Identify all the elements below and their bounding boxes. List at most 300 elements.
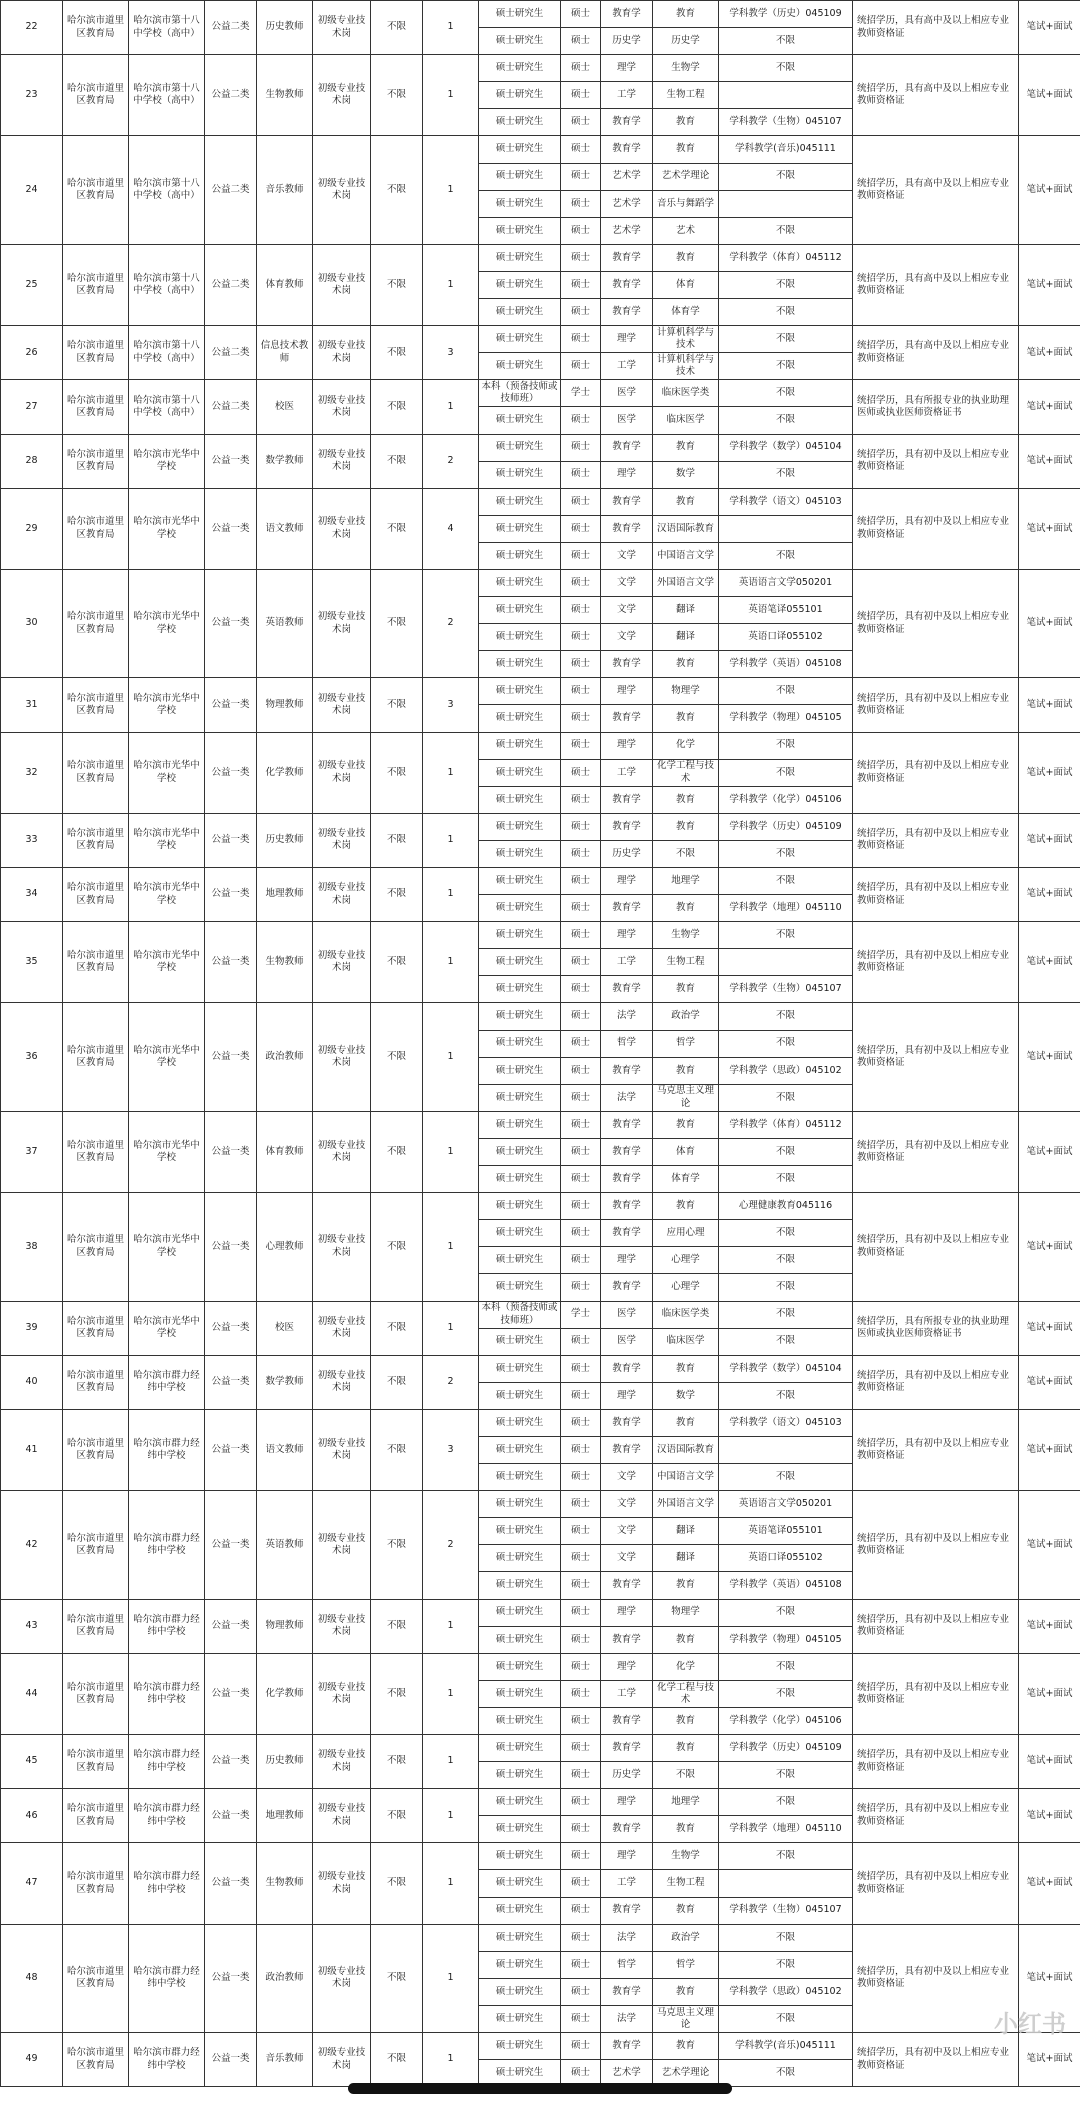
post-name: 物理教师 — [257, 1599, 313, 1653]
exam-method: 笔试+面试 — [1019, 136, 1080, 244]
education-level: 硕士研究生 — [479, 759, 561, 786]
other-requirements: 统招学历，具有初中及以上相应专业教师资格证 — [853, 1193, 1019, 1301]
major: 学科教学（地理）045110 — [719, 1816, 853, 1843]
education-level: 硕士研究生 — [479, 1003, 561, 1030]
discipline-category: 工学 — [601, 759, 653, 786]
degree: 硕士 — [561, 1816, 601, 1843]
education-level: 硕士研究生 — [479, 1545, 561, 1572]
age-limit: 不限 — [371, 434, 423, 488]
education-level: 硕士研究生 — [479, 976, 561, 1003]
department-name: 哈尔滨市道里区教育局 — [63, 244, 129, 325]
employer-name: 哈尔滨市群力经纬中学校 — [129, 1355, 205, 1409]
major: 不限 — [719, 461, 853, 488]
other-requirements: 统招学历，具有初中及以上相应专业教师资格证 — [853, 922, 1019, 1003]
other-requirements: 统招学历，具有初中及以上相应专业教师资格证 — [853, 732, 1019, 813]
unit-category: 公益二类 — [205, 380, 257, 434]
exam-method: 笔试+面试 — [1019, 244, 1080, 325]
discipline: 教育 — [653, 1978, 719, 2005]
discipline-category: 文学 — [601, 1518, 653, 1545]
exam-method: 笔试+面试 — [1019, 1409, 1080, 1490]
post-number: 27 — [1, 380, 63, 434]
discipline: 物理学 — [653, 1599, 719, 1626]
department-name: 哈尔滨市道里区教育局 — [63, 1, 129, 55]
discipline: 数学 — [653, 1382, 719, 1409]
education-level: 硕士研究生 — [479, 217, 561, 244]
degree: 学士 — [561, 380, 601, 407]
post-level: 初级专业技术岗 — [313, 244, 371, 325]
discipline: 教育 — [653, 895, 719, 922]
unit-category: 公益一类 — [205, 1003, 257, 1111]
degree: 硕士 — [561, 353, 601, 380]
hiring-count: 1 — [423, 1924, 479, 2032]
degree: 硕士 — [561, 1924, 601, 1951]
degree: 硕士 — [561, 1626, 601, 1653]
discipline-category: 理学 — [601, 922, 653, 949]
hiring-count: 1 — [423, 732, 479, 813]
post-name: 校医 — [257, 380, 313, 434]
discipline-category: 理学 — [601, 678, 653, 705]
discipline-category: 教育学 — [601, 1274, 653, 1301]
post-level: 初级专业技术岗 — [313, 136, 371, 244]
degree: 硕士 — [561, 651, 601, 678]
major: 学科教学（数学）045104 — [719, 434, 853, 461]
exam-method: 笔试+面试 — [1019, 1789, 1080, 1843]
age-limit: 不限 — [371, 1193, 423, 1301]
degree: 硕士 — [561, 1328, 601, 1355]
post-name: 体育教师 — [257, 244, 313, 325]
post-name: 体育教师 — [257, 1111, 313, 1192]
post-name: 英语教师 — [257, 1491, 313, 1599]
age-limit: 不限 — [371, 488, 423, 569]
discipline-category: 艺术学 — [601, 163, 653, 190]
education-level: 硕士研究生 — [479, 1247, 561, 1274]
education-level: 硕士研究生 — [479, 163, 561, 190]
degree: 硕士 — [561, 2060, 601, 2087]
discipline-category: 艺术学 — [601, 2060, 653, 2087]
table-row — [1, 1599, 1080, 1626]
table-row — [1, 1, 1080, 28]
discipline: 体育学 — [653, 1166, 719, 1193]
discipline: 地理学 — [653, 868, 719, 895]
discipline-category: 法学 — [601, 2005, 653, 2032]
degree: 硕士 — [561, 1735, 601, 1762]
education-level: 本科（预备技师或技师班） — [479, 1301, 561, 1328]
degree: 硕士 — [561, 299, 601, 326]
age-limit: 不限 — [371, 868, 423, 922]
education-level: 硕士研究生 — [479, 705, 561, 732]
department-name: 哈尔滨市道里区教育局 — [63, 1355, 129, 1409]
discipline-category: 教育学 — [601, 1436, 653, 1463]
major — [719, 949, 853, 976]
exam-method: 笔试+面试 — [1019, 569, 1080, 677]
other-requirements: 统招学历，具有高中及以上相应专业教师资格证 — [853, 326, 1019, 380]
education-level: 硕士研究生 — [479, 1274, 561, 1301]
discipline: 不限 — [653, 840, 719, 867]
unit-category: 公益二类 — [205, 326, 257, 380]
exam-method: 笔试+面试 — [1019, 488, 1080, 569]
exam-method: 笔试+面试 — [1019, 2033, 1080, 2087]
degree: 硕士 — [561, 1030, 601, 1057]
discipline-category: 工学 — [601, 353, 653, 380]
degree: 硕士 — [561, 1843, 601, 1870]
post-level: 初级专业技术岗 — [313, 434, 371, 488]
degree: 硕士 — [561, 1518, 601, 1545]
age-limit: 不限 — [371, 1301, 423, 1355]
department-name: 哈尔滨市道里区教育局 — [63, 1193, 129, 1301]
major: 不限 — [719, 1030, 853, 1057]
employer-name: 哈尔滨市第十八中学校（高中） — [129, 380, 205, 434]
education-level: 硕士研究生 — [479, 1084, 561, 1111]
degree: 硕士 — [561, 1193, 601, 1220]
employer-name: 哈尔滨市光华中学校 — [129, 569, 205, 677]
discipline: 教育 — [653, 976, 719, 1003]
department-name: 哈尔滨市道里区教育局 — [63, 1735, 129, 1789]
discipline: 教育 — [653, 136, 719, 163]
other-requirements: 统招学历，具有初中及以上相应专业教师资格证 — [853, 569, 1019, 677]
major: 学科教学（数学）045104 — [719, 1355, 853, 1382]
education-level: 硕士研究生 — [479, 1735, 561, 1762]
education-level: 硕士研究生 — [479, 407, 561, 434]
education-level: 硕士研究生 — [479, 1057, 561, 1084]
unit-category: 公益一类 — [205, 922, 257, 1003]
employer-name: 哈尔滨市群力经纬中学校 — [129, 1491, 205, 1599]
degree: 硕士 — [561, 1382, 601, 1409]
table-row — [1, 1843, 1080, 1870]
major: 不限 — [719, 1274, 853, 1301]
major: 不限 — [719, 55, 853, 82]
age-limit: 不限 — [371, 1599, 423, 1653]
post-number: 22 — [1, 1, 63, 55]
unit-category: 公益一类 — [205, 2033, 257, 2087]
post-number: 36 — [1, 1003, 63, 1111]
degree: 硕士 — [561, 407, 601, 434]
major — [719, 82, 853, 109]
major: 不限 — [719, 1599, 853, 1626]
employer-name: 哈尔滨市光华中学校 — [129, 1111, 205, 1192]
discipline: 艺术学理论 — [653, 163, 719, 190]
discipline-category: 教育学 — [601, 1, 653, 28]
discipline-category: 教育学 — [601, 2033, 653, 2060]
discipline-category: 工学 — [601, 82, 653, 109]
employer-name: 哈尔滨市第十八中学校（高中） — [129, 1, 205, 55]
post-number: 24 — [1, 136, 63, 244]
table-row — [1, 326, 1080, 353]
degree: 硕士 — [561, 2005, 601, 2032]
degree: 硕士 — [561, 1653, 601, 1680]
post-name: 历史教师 — [257, 1735, 313, 1789]
post-number: 30 — [1, 569, 63, 677]
discipline: 教育 — [653, 2033, 719, 2060]
hiring-count: 1 — [423, 922, 479, 1003]
degree: 硕士 — [561, 1436, 601, 1463]
unit-category: 公益二类 — [205, 55, 257, 136]
unit-category: 公益一类 — [205, 813, 257, 867]
post-level: 初级专业技术岗 — [313, 678, 371, 732]
hiring-count: 1 — [423, 1599, 479, 1653]
post-name: 生物教师 — [257, 1843, 313, 1924]
education-level: 硕士研究生 — [479, 1138, 561, 1165]
table-row — [1, 1735, 1080, 1762]
discipline: 体育 — [653, 1138, 719, 1165]
education-level: 硕士研究生 — [479, 1328, 561, 1355]
post-number: 28 — [1, 434, 63, 488]
discipline: 中国语言文学 — [653, 1464, 719, 1491]
unit-category: 公益一类 — [205, 678, 257, 732]
other-requirements: 统招学历，具有所报专业的执业助理医师或执业医师资格证书 — [853, 1301, 1019, 1355]
discipline: 教育 — [653, 1193, 719, 1220]
major: 学科教学（生物）045107 — [719, 109, 853, 136]
hiring-count: 1 — [423, 1193, 479, 1301]
discipline: 数学 — [653, 461, 719, 488]
post-name: 历史教师 — [257, 813, 313, 867]
unit-category: 公益一类 — [205, 569, 257, 677]
post-name: 生物教师 — [257, 55, 313, 136]
watermark-logo: 小红书 — [994, 2010, 1066, 2038]
discipline-category: 教育学 — [601, 515, 653, 542]
other-requirements: 统招学历，具有初中及以上相应专业教师资格证 — [853, 678, 1019, 732]
education-level: 硕士研究生 — [479, 732, 561, 759]
major: 学科教学（语文）045103 — [719, 488, 853, 515]
hiring-count: 3 — [423, 678, 479, 732]
other-requirements: 统招学历，具有初中及以上相应专业教师资格证 — [853, 1924, 1019, 2032]
discipline-category: 教育学 — [601, 651, 653, 678]
education-level: 硕士研究生 — [479, 82, 561, 109]
table-row — [1, 136, 1080, 163]
hiring-count: 1 — [423, 380, 479, 434]
age-limit: 不限 — [371, 1843, 423, 1924]
discipline: 政治学 — [653, 1924, 719, 1951]
table-row — [1, 1111, 1080, 1138]
table-row — [1, 1355, 1080, 1382]
education-level: 硕士研究生 — [479, 1762, 561, 1789]
table-row — [1, 2033, 1080, 2060]
hiring-count: 1 — [423, 1843, 479, 1924]
other-requirements: 统招学历，具有初中及以上相应专业教师资格证 — [853, 1653, 1019, 1734]
discipline: 翻译 — [653, 624, 719, 651]
discipline: 化学工程与技术 — [653, 1680, 719, 1707]
degree: 硕士 — [561, 705, 601, 732]
degree: 硕士 — [561, 1, 601, 28]
department-name: 哈尔滨市道里区教育局 — [63, 380, 129, 434]
unit-category: 公益一类 — [205, 1193, 257, 1301]
table-row — [1, 1924, 1080, 1951]
degree: 硕士 — [561, 1409, 601, 1436]
major: 不限 — [719, 1924, 853, 1951]
education-level: 硕士研究生 — [479, 1599, 561, 1626]
unit-category: 公益二类 — [205, 244, 257, 325]
unit-category: 公益一类 — [205, 868, 257, 922]
post-number: 49 — [1, 2033, 63, 2087]
discipline: 外国语言文学 — [653, 569, 719, 596]
discipline: 生物学 — [653, 55, 719, 82]
table-row — [1, 732, 1080, 759]
discipline: 教育 — [653, 1409, 719, 1436]
discipline: 翻译 — [653, 597, 719, 624]
exam-method: 笔试+面试 — [1019, 1, 1080, 55]
department-name: 哈尔滨市道里区教育局 — [63, 1924, 129, 2032]
exam-method: 笔试+面试 — [1019, 1111, 1080, 1192]
post-level: 初级专业技术岗 — [313, 1355, 371, 1409]
degree: 硕士 — [561, 1491, 601, 1518]
discipline: 教育 — [653, 786, 719, 813]
major: 不限 — [719, 353, 853, 380]
hiring-count: 1 — [423, 55, 479, 136]
employer-name: 哈尔滨市群力经纬中学校 — [129, 2033, 205, 2087]
unit-category: 公益一类 — [205, 1924, 257, 2032]
hiring-count: 1 — [423, 1789, 479, 1843]
education-level: 硕士研究生 — [479, 1436, 561, 1463]
other-requirements: 统招学历，具有初中及以上相应专业教师资格证 — [853, 1735, 1019, 1789]
post-number: 29 — [1, 488, 63, 569]
major: 不限 — [719, 2060, 853, 2087]
department-name: 哈尔滨市道里区教育局 — [63, 2033, 129, 2087]
post-name: 物理教师 — [257, 678, 313, 732]
other-requirements: 统招学历，具有初中及以上相应专业教师资格证 — [853, 2033, 1019, 2087]
post-number: 23 — [1, 55, 63, 136]
post-level: 初级专业技术岗 — [313, 1193, 371, 1301]
discipline: 哲学 — [653, 1951, 719, 1978]
other-requirements: 统招学历，具有初中及以上相应专业教师资格证 — [853, 868, 1019, 922]
education-level: 硕士研究生 — [479, 922, 561, 949]
employer-name: 哈尔滨市光华中学校 — [129, 1193, 205, 1301]
home-indicator-bar[interactable] — [348, 2083, 732, 2094]
post-level: 初级专业技术岗 — [313, 1735, 371, 1789]
age-limit: 不限 — [371, 1735, 423, 1789]
unit-category: 公益一类 — [205, 488, 257, 569]
education-level: 硕士研究生 — [479, 1680, 561, 1707]
major: 学科教学(音乐)045111 — [719, 136, 853, 163]
unit-category: 公益二类 — [205, 1, 257, 55]
discipline-category: 医学 — [601, 407, 653, 434]
table-row — [1, 1193, 1080, 1220]
discipline: 临床医学类 — [653, 380, 719, 407]
discipline-category: 工学 — [601, 949, 653, 976]
education-level: 硕士研究生 — [479, 515, 561, 542]
discipline-category: 历史学 — [601, 840, 653, 867]
unit-category: 公益一类 — [205, 1599, 257, 1653]
major: 不限 — [719, 868, 853, 895]
post-number: 44 — [1, 1653, 63, 1734]
hiring-count: 1 — [423, 136, 479, 244]
department-name: 哈尔滨市道里区教育局 — [63, 1843, 129, 1924]
education-level: 硕士研究生 — [479, 1789, 561, 1816]
discipline-category: 文学 — [601, 1464, 653, 1491]
table-row — [1, 1409, 1080, 1436]
department-name: 哈尔滨市道里区教育局 — [63, 1003, 129, 1111]
post-level: 初级专业技术岗 — [313, 1, 371, 55]
discipline: 教育 — [653, 1626, 719, 1653]
unit-category: 公益一类 — [205, 1409, 257, 1490]
major: 不限 — [719, 1003, 853, 1030]
age-limit: 不限 — [371, 569, 423, 677]
department-name: 哈尔滨市道里区教育局 — [63, 569, 129, 677]
post-level: 初级专业技术岗 — [313, 569, 371, 677]
discipline-category: 教育学 — [601, 1193, 653, 1220]
unit-category: 公益一类 — [205, 1355, 257, 1409]
discipline: 化学 — [653, 1653, 719, 1680]
post-number: 26 — [1, 326, 63, 380]
table-row — [1, 1653, 1080, 1680]
degree: 硕士 — [561, 1355, 601, 1382]
major: 不限 — [719, 922, 853, 949]
exam-method: 笔试+面试 — [1019, 922, 1080, 1003]
major: 不限 — [719, 163, 853, 190]
discipline: 地理学 — [653, 1789, 719, 1816]
employer-name: 哈尔滨市第十八中学校（高中） — [129, 326, 205, 380]
education-level: 硕士研究生 — [479, 1626, 561, 1653]
employer-name: 哈尔滨市光华中学校 — [129, 732, 205, 813]
discipline: 生物学 — [653, 922, 719, 949]
major: 不限 — [719, 732, 853, 759]
major: 不限 — [719, 1247, 853, 1274]
education-level: 硕士研究生 — [479, 624, 561, 651]
discipline-category: 法学 — [601, 1003, 653, 1030]
post-name: 地理教师 — [257, 868, 313, 922]
education-level: 硕士研究生 — [479, 244, 561, 271]
post-name: 音乐教师 — [257, 136, 313, 244]
exam-method: 笔试+面试 — [1019, 678, 1080, 732]
discipline: 艺术 — [653, 217, 719, 244]
post-number: 32 — [1, 732, 63, 813]
degree: 硕士 — [561, 1897, 601, 1924]
discipline-category: 教育学 — [601, 1220, 653, 1247]
age-limit: 不限 — [371, 1789, 423, 1843]
table-row — [1, 1301, 1080, 1328]
degree: 硕士 — [561, 840, 601, 867]
age-limit: 不限 — [371, 922, 423, 1003]
degree: 硕士 — [561, 28, 601, 55]
table-row — [1, 569, 1080, 596]
education-level: 硕士研究生 — [479, 786, 561, 813]
degree: 硕士 — [561, 569, 601, 596]
education-level: 硕士研究生 — [479, 1166, 561, 1193]
post-number: 48 — [1, 1924, 63, 2032]
major: 不限 — [719, 1166, 853, 1193]
employer-name: 哈尔滨市光华中学校 — [129, 488, 205, 569]
hiring-count: 3 — [423, 326, 479, 380]
post-level: 初级专业技术岗 — [313, 326, 371, 380]
discipline-category: 理学 — [601, 732, 653, 759]
other-requirements: 统招学历，具有初中及以上相应专业教师资格证 — [853, 1111, 1019, 1192]
unit-category: 公益一类 — [205, 1789, 257, 1843]
table-row — [1, 813, 1080, 840]
discipline: 哲学 — [653, 1030, 719, 1057]
degree: 硕士 — [561, 1220, 601, 1247]
age-limit: 不限 — [371, 326, 423, 380]
major: 不限 — [719, 1680, 853, 1707]
exam-method: 笔试+面试 — [1019, 326, 1080, 380]
major: 心理健康教育045116 — [719, 1193, 853, 1220]
discipline-category: 理学 — [601, 461, 653, 488]
post-number: 31 — [1, 678, 63, 732]
major — [719, 1870, 853, 1897]
discipline-category: 教育学 — [601, 136, 653, 163]
employer-name: 哈尔滨市群力经纬中学校 — [129, 1409, 205, 1490]
discipline: 政治学 — [653, 1003, 719, 1030]
exam-method: 笔试+面试 — [1019, 732, 1080, 813]
discipline: 生物学 — [653, 1843, 719, 1870]
major: 学科教学（英语）045108 — [719, 651, 853, 678]
major: 不限 — [719, 759, 853, 786]
exam-method: 笔试+面试 — [1019, 434, 1080, 488]
degree: 硕士 — [561, 1084, 601, 1111]
employer-name: 哈尔滨市光华中学校 — [129, 813, 205, 867]
discipline-category: 理学 — [601, 1653, 653, 1680]
education-level: 硕士研究生 — [479, 2005, 561, 2032]
discipline: 生物工程 — [653, 1870, 719, 1897]
degree: 硕士 — [561, 1003, 601, 1030]
education-level: 硕士研究生 — [479, 299, 561, 326]
